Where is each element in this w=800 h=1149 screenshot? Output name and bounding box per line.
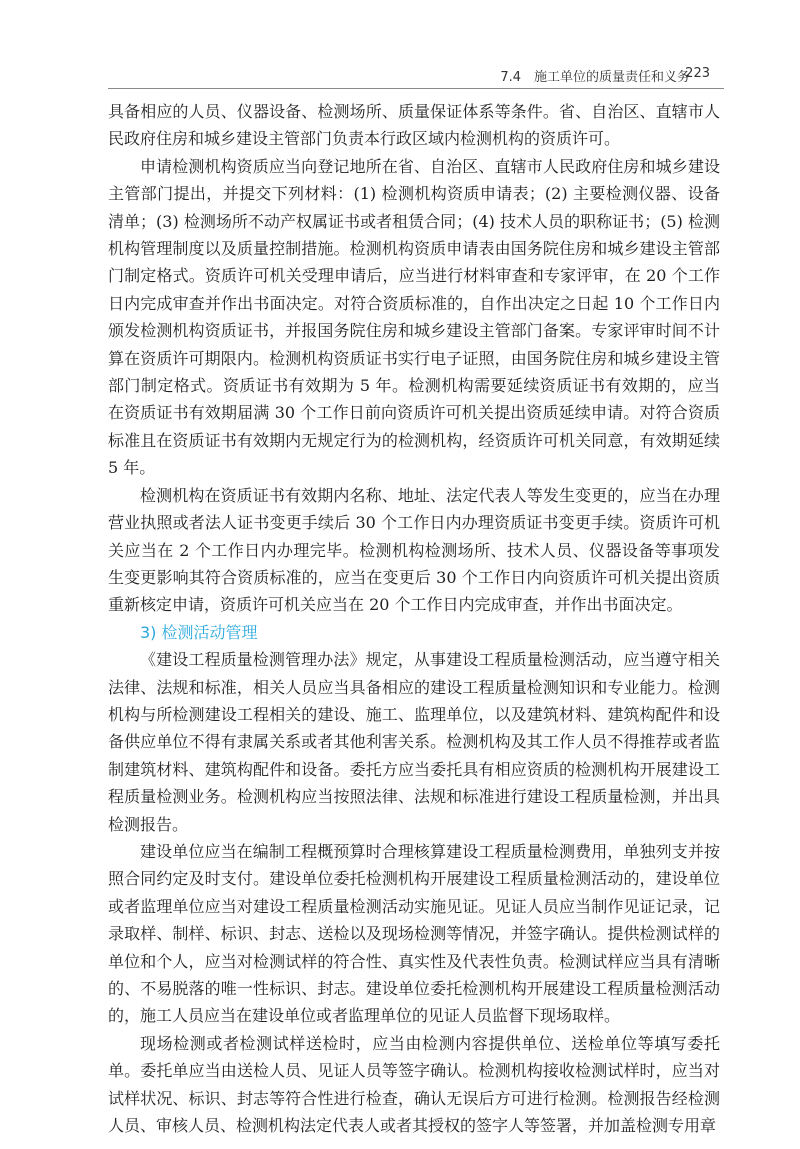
paragraph-sample-submission: 现场检测或者检测试样送检时，应当由检测内容提供单位、送检单位等填写委托单。委托单应当由送检人员、见证人员等签字确认。检测机构接收检测试样时，应当对试样状况、标识、封志等符合性进行检查，确认无误后方可进行检测。检测报告经检测人员、审核人员、检测机构法定代表人或者其授权的签字人等签署，并加盖检测专用章 — [108, 1033, 720, 1136]
paragraph-continued: 具备相应的人员、仪器设备、检测场所、质量保证体系等条件。省、自治区、直辖市人民政府住房和城乡建设主管部门负责本行政区域内检测机构的资质许可。 — [108, 102, 720, 149]
running-header — [0, 60, 800, 88]
header-divider — [108, 88, 724, 89]
paragraph-testing-regulation: 《建设工程质量检测管理办法》规定，从事建设工程质量检测活动，应当遵守相关法律、法规和标准，相关人员应当具备相应的建设工程质量检测知识和专业能力。检测机构与所检测建设工程相关的建设、施工、监理单位，以及建筑材料、建筑构配件和设备供应单位不得有隶属关系或者其他利害关系。检测机构及其工作人员不得推荐或者监制建筑材料、建筑构配件和设备。委托方应当委托具有相应资质的检测机构开展建设工程质量检测业务。检测机构应当按照法律、法规和标准进行建设工程质量检测，并出具检测报告。 — [108, 650, 720, 834]
running-header-title: 7.4 施工单位的质量责任和义务 — [500, 70, 690, 85]
paragraph-qualification-application: 申请检测机构资质应当向登记地所在省、自治区、直辖市人民政府住房和城乡建设主管部门提出，并提交下列材料：(1) 检测机构资质申请表；(2) 主要检测仪器、设备清单；(3) 检测场所不动产权属证书或者租赁合同；(4) 技术人员的职称证书；(5) 检测机构管理制度以及质量控制措施。检测机构资质申请表由国务院住房和城乡建设主管部门制定格式。资质许可机关受理申请后，应当进行材料审查和专家评审，在 20 个工作日内完成审查并作出书面决定。对符合资质标准的，自作出决定之日起 10 个工作日内颁发检测机构资质证书，并报国务院住房和城乡建设主管部门备案。专家评审时间不计算在资质许可期限内。检测机构资质证书实行电子证照，由国务院住房和城乡建设主管部门制定格式。资质证书有效期为 5 年。检测机构需要延续资质证书有效期的，应当在资质证书有效期届满 30 个工作日前向资质许可机关提出资质延续申请。对符合资质标准且在资质证书有效期内无规定行为的检测机构，经资质许可机关同意，有效期延续 5 年。 — [108, 156, 720, 478]
paragraph-construction-unit-duties: 建设单位应当在编制工程概预算时合理核算建设工程质量检测费用，单独列支并按照合同约定及时支付。建设单位委托检测机构开展建设工程质量检测活动的，建设单位或者监理单位应当对建设工程质量检测活动实施见证。见证人员应当制作见证记录，记录取样、制样、标识、封志、送检以及现场检测等情况，并签字确认。提供检测试样的单位和个人，应当对检测试样的符合性、真实性及代表性负责。检测试样应当具有清晰的、不易脱落的唯一性标识、封志。建设单位委托检测机构开展建设工程质量检测活动的，施工人员应当在建设单位或者监理单位的见证人员监督下现场取样。 — [108, 841, 720, 1026]
section-subheading: 3) 检测活动管理 — [140, 622, 258, 642]
page-number: 223 — [685, 66, 710, 81]
paragraph-qualification-change: 检测机构在资质证书有效期内名称、地址、法定代表人等发生变更的，应当在办理营业执照或者法人证书变更手续后 30 个工作日内办理资质证书变更手续。资质许可机关应当在 2 个工作日内办理完毕。检测机构检测场所、技术人员、仪器设备等事项发生变更影响其符合资质标准的，应当在变更后 30 个工作日内向资质许可机关提出资质重新核定申请，资质许可机关应当在 20 个工作日内完成审查，并作出书面决定。 — [108, 485, 720, 615]
page-body — [108, 98, 720, 1139]
